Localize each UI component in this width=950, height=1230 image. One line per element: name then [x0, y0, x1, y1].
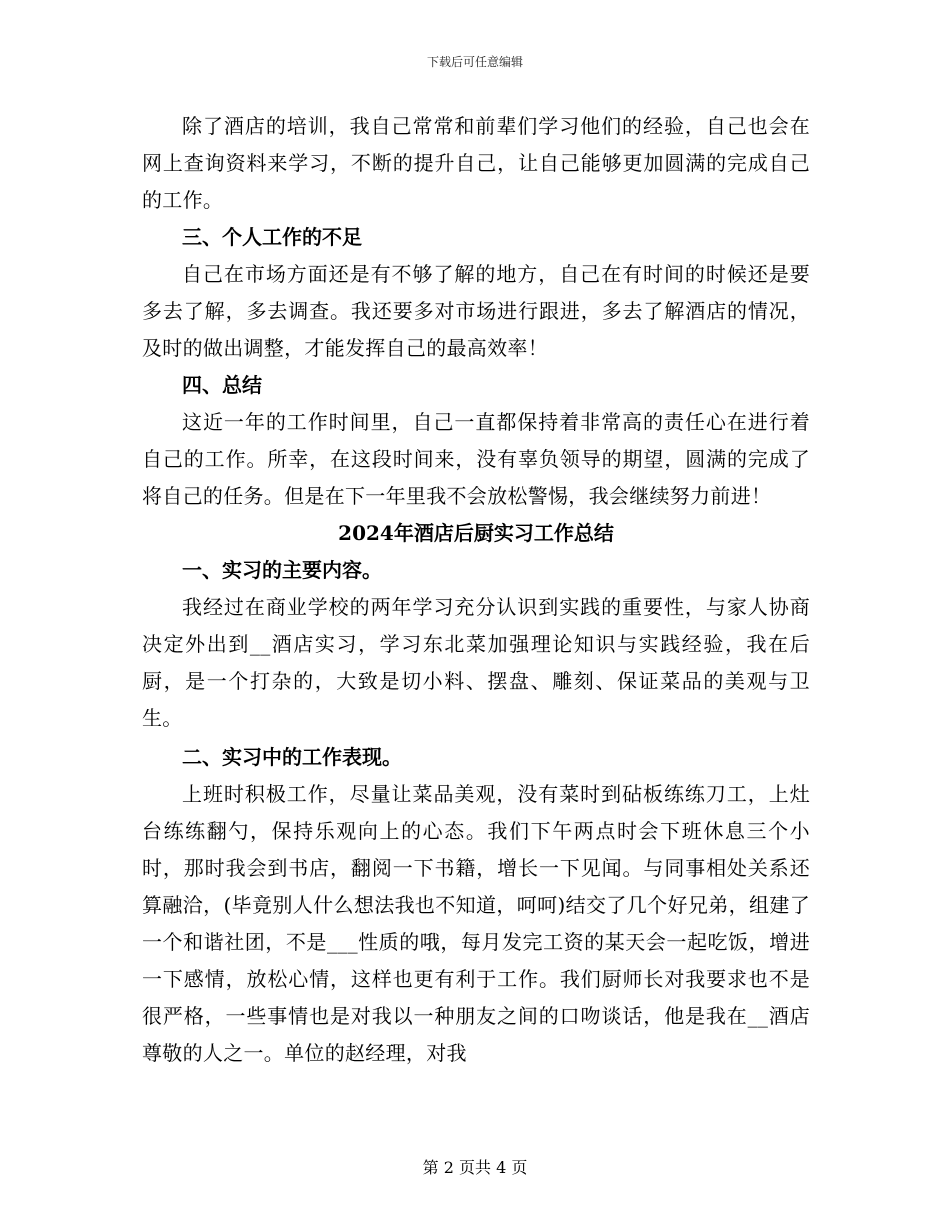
heading-work-performance: 二、实习中的工作表现。 — [182, 745, 402, 769]
document-body — [142, 108, 810, 1072]
paragraph-summary: 这近一年的工作时间里，自己一直都保持着非常高的责任心在进行着自己的工作。所幸，在这段时间来，没有辜负领导的期望，圆满的完成了将自己的任务。但是在下一年里我不会放松警惕，我会继续努力前进！ — [142, 410, 810, 508]
paragraph-internship-content: 我经过在商业学校的两年学习充分认识到实践的重要性，与家人协商决定外出到__酒店实习，学习东北菜加强理论知识与实践经验，我在后厨，是一个打杂的，大致是切小料、摆盘、雕刻、保证菜品的美观与卫生。 — [142, 595, 810, 730]
heading-summary: 四、总结 — [182, 373, 262, 397]
paragraph-work-performance: 上班时积极工作，尽量让菜品美观，没有菜时到砧板练练刀工，上灶台练练翻勺，保持乐观向上的心态。我们下午两点时会下班休息三个小时，那时我会到书店，翻阅一下书籍，增长一下见闻。与同事相处关系还算融洽，(毕竟别人什么想法我也不知道，呵呵)结交了几个好兄弟，组建了一个和谐社团，不是___性质的哦，每月发完工资的某天会一起吃饭，增进一下感情，放松心情，这样也更有利于工作。我们厨师长对我要求也不是很严格，一些事情也是对我以一种朋友之间的口吻谈话，他是我在__酒店尊敬的人之一。单位的赵经理，对我 — [142, 782, 810, 1065]
document-title: 2024年酒店后厨实习工作总结 — [338, 521, 614, 545]
heading-shortcomings: 三、个人工作的不足 — [182, 225, 362, 249]
heading-internship-content: 一、实习的主要内容。 — [182, 558, 382, 582]
page-header: 下载后可任意编辑 — [426, 55, 523, 69]
paragraph-shortcomings: 自己在市场方面还是有不够了解的地方，自己在有时间的时候还是要多去了解，多去调查。我还要多对市场进行跟进，多去了解酒店的情况，及时的做出调整，才能发挥自己的最高效率！ — [142, 262, 810, 360]
paragraph-training: 除了酒店的培训，我自己常常和前辈们学习他们的经验，自己也会在网上查询资料来学习，不断的提升自己，让自己能够更加圆满的完成自己的工作。 — [142, 114, 810, 212]
page-footer: 第 2 页共 4 页 — [422, 1158, 528, 1177]
